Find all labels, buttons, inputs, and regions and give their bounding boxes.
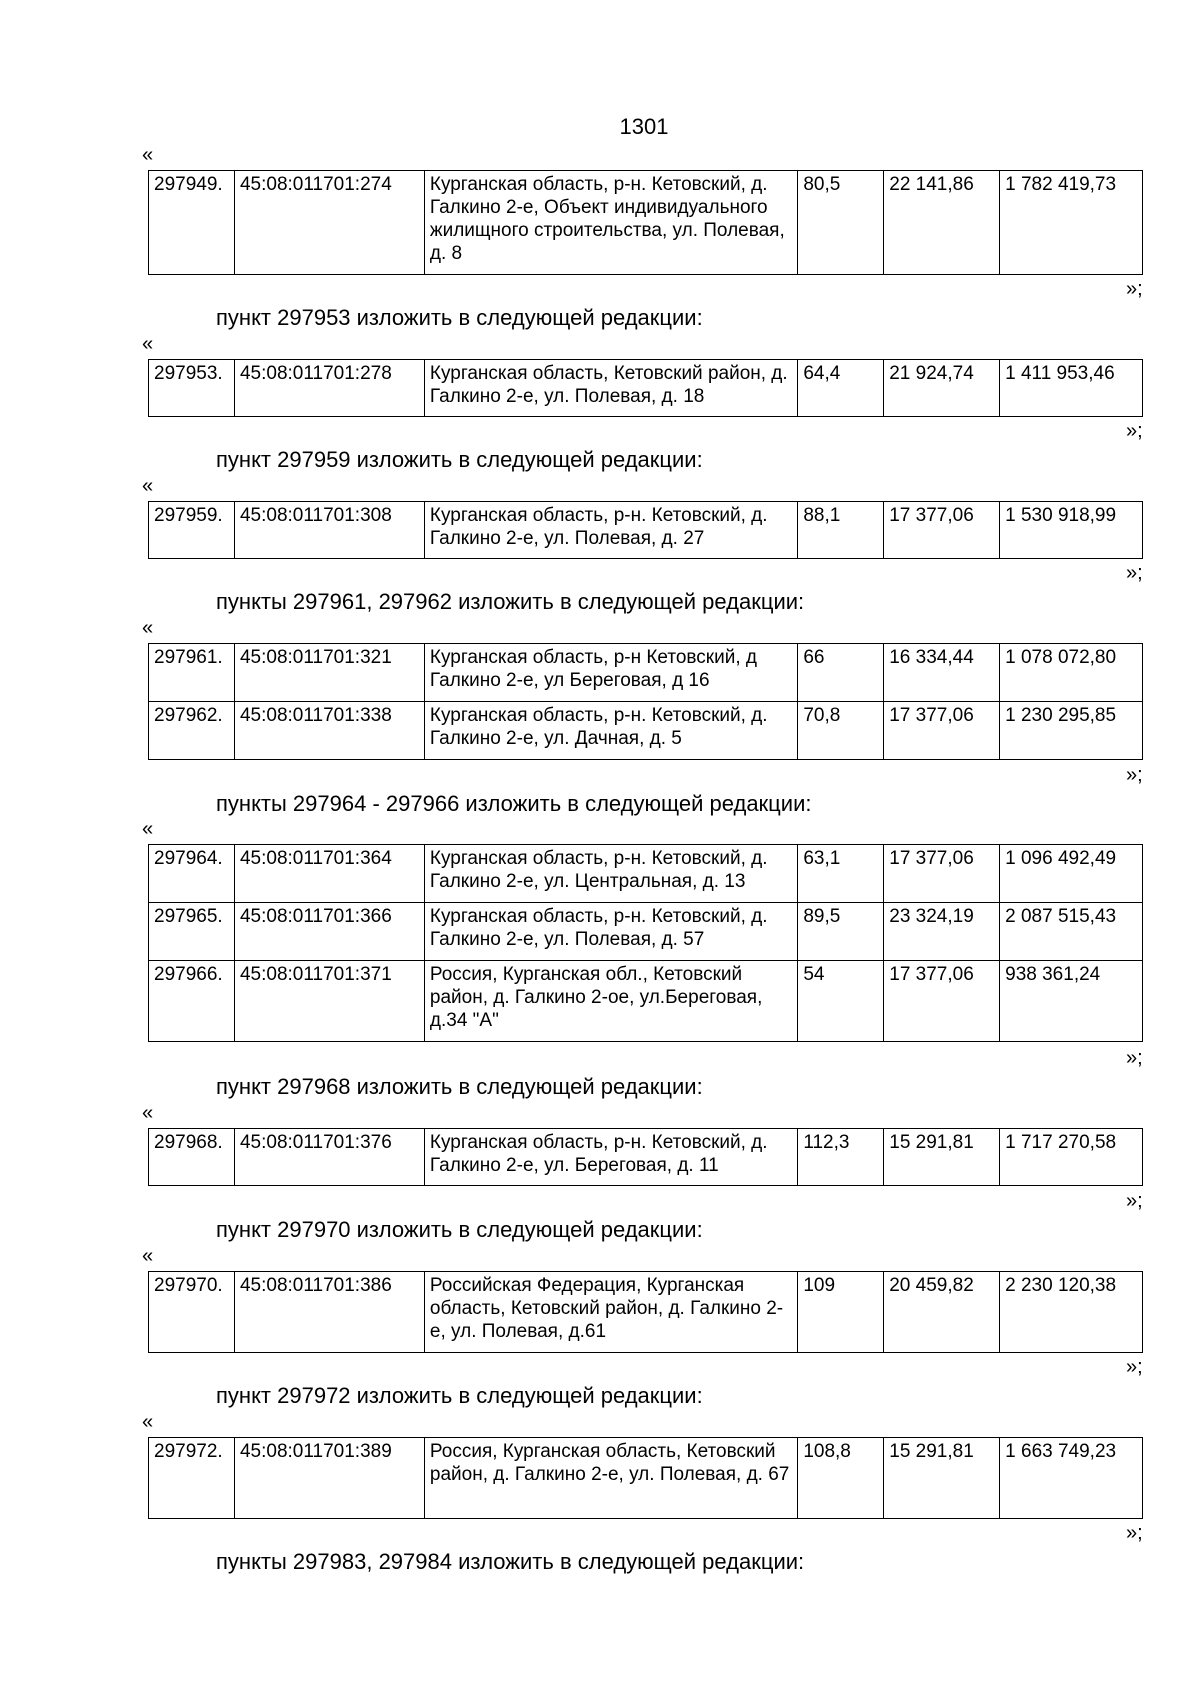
total-value: 1 782 419,73	[1000, 171, 1143, 275]
area: 109	[798, 1272, 884, 1353]
open-quote: «	[142, 333, 154, 355]
table-row	[149, 845, 1143, 903]
total-value: 2 230 120,38	[1000, 1272, 1143, 1353]
amendment-table	[148, 359, 1143, 417]
cadastral-number: 45:08:011701:364	[234, 845, 424, 903]
open-quote: «	[142, 1245, 154, 1267]
open-quote: «	[142, 475, 154, 497]
address: Курганская область, р-н. Кетовский, д. Галкино 2-е, ул. Дачная, д. 5	[424, 702, 797, 760]
open-quote: «	[142, 1102, 154, 1124]
unit-value: 17 377,06	[884, 502, 1000, 559]
cadastral-number: 45:08:011701:274	[234, 171, 424, 275]
close-quote: »;	[1126, 1356, 1143, 1378]
address: Курганская область, р-н. Кетовский, д. Галкино 2-е, ул. Полевая, д. 57	[424, 903, 797, 961]
instruction-text: пункты 297964 - 297966 изложить в следующей редакции:	[216, 791, 812, 816]
area: 64,4	[798, 360, 884, 417]
amendment-table	[148, 170, 1143, 275]
instruction-text: пункты 297961, 297962 изложить в следующей редакции:	[216, 589, 805, 614]
cadastral-number: 45:08:011701:389	[234, 1438, 424, 1519]
total-value: 1 717 270,58	[1000, 1129, 1143, 1186]
total-value: 1 411 953,46	[1000, 360, 1143, 417]
table-row	[149, 903, 1143, 961]
item-number: 297961.	[149, 644, 235, 702]
amendment-table	[148, 844, 1143, 1042]
total-value: 1 230 295,85	[1000, 702, 1143, 760]
open-quote: «	[142, 617, 154, 639]
area: 112,3	[798, 1129, 884, 1186]
item-number: 297962.	[149, 702, 235, 760]
unit-value: 16 334,44	[884, 644, 1000, 702]
unit-value: 17 377,06	[884, 845, 1000, 903]
item-number: 297965.	[149, 903, 235, 961]
amendment-table	[148, 1437, 1143, 1519]
unit-value: 20 459,82	[884, 1272, 1000, 1353]
table-row	[149, 702, 1143, 760]
total-value: 938 361,24	[1000, 961, 1143, 1042]
close-quote: »;	[1126, 562, 1143, 584]
open-quote: «	[142, 1411, 154, 1433]
unit-value: 17 377,06	[884, 702, 1000, 760]
unit-value: 21 924,74	[884, 360, 1000, 417]
instruction-text: пункт 297968 изложить в следующей редакции:	[216, 1074, 703, 1099]
area: 80,5	[798, 171, 884, 275]
close-quote: »;	[1126, 1047, 1143, 1069]
area: 54	[798, 961, 884, 1042]
item-number: 297968.	[149, 1129, 235, 1186]
total-value: 1 530 918,99	[1000, 502, 1143, 559]
address: Россия, Курганская обл., Кетовский район, д. Галкино 2-ое, ул.Береговая, д.34 "А"	[424, 961, 797, 1042]
amendment-table	[148, 501, 1143, 559]
item-number: 297964.	[149, 845, 235, 903]
cadastral-number: 45:08:011701:366	[234, 903, 424, 961]
cadastral-number: 45:08:011701:321	[234, 644, 424, 702]
table-row	[149, 644, 1143, 702]
unit-value: 15 291,81	[884, 1129, 1000, 1186]
table-row	[149, 1438, 1143, 1519]
address: Россия, Курганская область, Кетовский район, д. Галкино 2-е, ул. Полевая, д. 67	[424, 1438, 797, 1519]
close-quote: »;	[1126, 764, 1143, 786]
instruction-text: пункты 297983, 297984 изложить в следующей редакции:	[216, 1549, 805, 1574]
close-quote: »;	[1126, 1190, 1143, 1212]
item-number: 297949.	[149, 171, 235, 275]
close-quote: »;	[1126, 420, 1143, 442]
unit-value: 23 324,19	[884, 903, 1000, 961]
area: 63,1	[798, 845, 884, 903]
instruction-text: пункт 297953 изложить в следующей редакции:	[216, 305, 703, 330]
close-quote: »;	[1126, 278, 1143, 300]
total-value: 2 087 515,43	[1000, 903, 1143, 961]
amendment-table	[148, 1271, 1143, 1353]
open-quote: «	[142, 818, 154, 840]
table-row	[149, 961, 1143, 1042]
table-row	[149, 171, 1143, 275]
instruction-text: пункт 297970 изложить в следующей редакции:	[216, 1217, 703, 1242]
unit-value: 17 377,06	[884, 961, 1000, 1042]
item-number: 297953.	[149, 360, 235, 417]
total-value: 1 078 072,80	[1000, 644, 1143, 702]
address: Курганская область, Кетовский район, д. Галкино 2-е, ул. Полевая, д. 18	[424, 360, 797, 417]
cadastral-number: 45:08:011701:386	[234, 1272, 424, 1353]
address: Курганская область, р-н. Кетовский, д. Галкино 2-е, Объект индивидуального жилищного строительства, ул. Полевая, д. 8	[424, 171, 797, 275]
address: Курганская область, р-н Кетовский, д Галкино 2-е, ул Береговая, д 16	[424, 644, 797, 702]
instruction-text: пункт 297972 изложить в следующей редакции:	[216, 1383, 703, 1408]
table-row	[149, 1129, 1143, 1186]
area: 70,8	[798, 702, 884, 760]
unit-value: 22 141,86	[884, 171, 1000, 275]
instruction-text: пункт 297959 изложить в следующей редакции:	[216, 447, 703, 472]
total-value: 1 663 749,23	[1000, 1438, 1143, 1519]
area: 89,5	[798, 903, 884, 961]
address: Курганская область, р-н. Кетовский, д. Галкино 2-е, ул. Центральная, д. 13	[424, 845, 797, 903]
table-row	[149, 1272, 1143, 1353]
item-number: 297970.	[149, 1272, 235, 1353]
item-number: 297966.	[149, 961, 235, 1042]
address: Курганская область, р-н. Кетовский, д. Галкино 2-е, ул. Полевая, д. 27	[424, 502, 797, 559]
item-number: 297959.	[149, 502, 235, 559]
unit-value: 15 291,81	[884, 1438, 1000, 1519]
cadastral-number: 45:08:011701:338	[234, 702, 424, 760]
table-row	[149, 502, 1143, 559]
item-number: 297972.	[149, 1438, 235, 1519]
table-row	[149, 360, 1143, 417]
cadastral-number: 45:08:011701:371	[234, 961, 424, 1042]
total-value: 1 096 492,49	[1000, 845, 1143, 903]
amendment-table	[148, 1128, 1143, 1186]
area: 88,1	[798, 502, 884, 559]
amendment-table	[148, 643, 1143, 760]
address: Курганская область, р-н. Кетовский, д. Галкино 2-е, ул. Береговая, д. 11	[424, 1129, 797, 1186]
area: 108,8	[798, 1438, 884, 1519]
close-quote: »;	[1126, 1522, 1143, 1544]
cadastral-number: 45:08:011701:308	[234, 502, 424, 559]
area: 66	[798, 644, 884, 702]
address: Российская Федерация, Курганская область, Кетовский район, д. Галкино 2-е, ул. Полевая, д.61	[424, 1272, 797, 1353]
open-quote: «	[142, 144, 154, 166]
cadastral-number: 45:08:011701:278	[234, 360, 424, 417]
cadastral-number: 45:08:011701:376	[234, 1129, 424, 1186]
page-number: 1301	[619, 114, 669, 139]
